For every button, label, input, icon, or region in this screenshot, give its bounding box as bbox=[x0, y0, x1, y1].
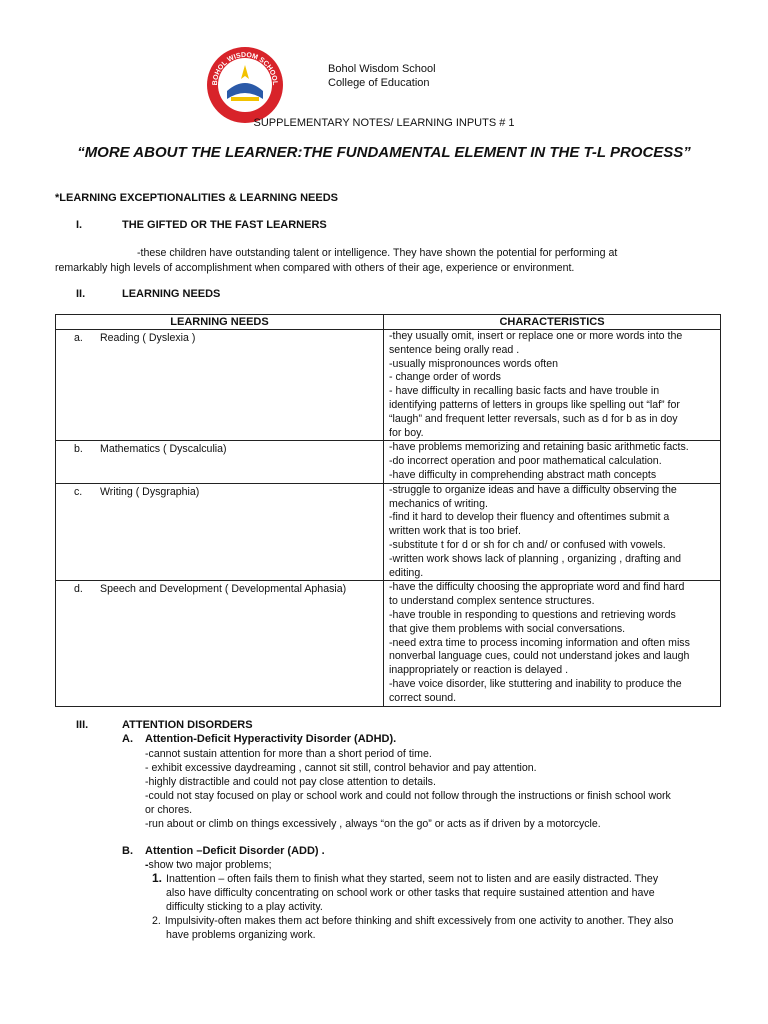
adhd-characteristics bbox=[145, 747, 725, 831]
add-problem-text: difficulty sticking to a play activity. bbox=[166, 901, 323, 913]
characteristic-line: to understand complex sentence structures. bbox=[389, 595, 595, 608]
add-problem-item bbox=[152, 871, 722, 914]
notes-title: SUPPLEMENTARY NOTES/ LEARNING INPUTS # 1 bbox=[253, 117, 515, 129]
characteristic-line: editing. bbox=[389, 566, 424, 579]
need-label: Mathematics ( Dyscalculia) bbox=[100, 443, 227, 456]
sec1-number: I. bbox=[76, 219, 83, 231]
characteristic-line: inappropriately or reaction is delayed . bbox=[389, 664, 569, 677]
need-label: Speech and Development ( Developmental Aphasia) bbox=[100, 583, 347, 596]
add-intro bbox=[145, 858, 272, 872]
characteristic-line: -have trouble in responding to questions and retrieving words bbox=[389, 608, 676, 621]
characteristic-line: mechanics of writing. bbox=[389, 497, 488, 510]
learning-need-cell bbox=[56, 581, 384, 706]
table-row bbox=[56, 441, 721, 483]
learning-need bbox=[56, 330, 383, 345]
learning-need bbox=[56, 581, 383, 596]
add-problem-text: have problems organizing work. bbox=[166, 929, 316, 941]
adhd-line: -run about or climb on things excessively , always “on the go” or acts as if driven by a motorcycle. bbox=[145, 818, 601, 830]
characteristic-line: -have voice disorder, like stuttering and inability to produce the bbox=[389, 677, 682, 690]
table-row bbox=[56, 581, 721, 706]
college-name: College of Education bbox=[328, 77, 430, 89]
need-letter: a. bbox=[74, 332, 83, 344]
add-problem-number: 1. bbox=[152, 871, 163, 885]
header-learning-needs: LEARNING NEEDS bbox=[56, 315, 384, 330]
adhd-line: -could not stay focused on play or school work and could not follow through the instructions or finish school work bbox=[145, 790, 671, 802]
characteristic-line: -find it hard to develop their fluency and oftentimes submit a bbox=[389, 511, 670, 524]
adhd-line: -cannot sustain attention for more than a short period of time. bbox=[145, 748, 432, 760]
learning-need-cell bbox=[56, 483, 384, 581]
characteristic-line: identifying patterns of letters in groups like spelling out “laf” for bbox=[389, 398, 680, 411]
characteristic-line: nonverbal language cues, could not understand jokes and laugh bbox=[389, 650, 690, 663]
characteristic-line: correct sound. bbox=[389, 691, 457, 704]
sec2-number: II. bbox=[76, 288, 86, 300]
sec1-title: THE GIFTED OR THE FAST LEARNERS bbox=[122, 219, 327, 231]
add-problem-text: Impulsivity-often makes them act before thinking and shift excessively from one activity to another. They also bbox=[164, 915, 674, 927]
add-problem-line bbox=[152, 886, 722, 900]
section-heading: *LEARNING EXCEPTIONALITIES & LEARNING NEEDS bbox=[55, 192, 338, 204]
characteristic-line: -have problems memorizing and retaining basic arithmetic facts. bbox=[389, 441, 689, 454]
sec1-line-1: -these children have outstanding talent or intelligence. They have shown the potential for performing at bbox=[137, 247, 618, 259]
sec3-number: III. bbox=[76, 719, 89, 731]
table-row bbox=[56, 330, 721, 441]
adhd-line: or chores. bbox=[145, 804, 193, 816]
characteristic-line: -substitute t for d or sh for ch and/ or confused with vowels. bbox=[389, 538, 666, 551]
need-letter: b. bbox=[74, 443, 83, 456]
sec3-a-letter: A. bbox=[122, 733, 133, 745]
sec2-title: LEARNING NEEDS bbox=[122, 288, 221, 300]
school-header bbox=[328, 62, 436, 90]
sec3-title: ATTENTION DISORDERS bbox=[122, 719, 253, 731]
characteristic-line: - have difficulty in recalling basic facts and have trouble in bbox=[389, 385, 660, 398]
characteristic-line: -struggle to organize ideas and have a difficulty observing the bbox=[389, 483, 677, 496]
main-title: “MORE ABOUT THE LEARNER:THE FUNDAMENTAL ELEMENT IN THE T-L PROCESS” bbox=[77, 144, 691, 161]
need-label: Reading ( Dyslexia ) bbox=[100, 332, 196, 344]
add-intro-dash: - bbox=[145, 859, 149, 871]
characteristics-cell bbox=[384, 330, 721, 441]
add-problem-item bbox=[152, 914, 722, 942]
learning-need bbox=[56, 484, 383, 499]
characteristic-line: -do incorrect operation and poor mathematical calculation. bbox=[389, 455, 662, 468]
characteristics-cell bbox=[384, 441, 721, 483]
adhd-line: -highly distractible and could not pay close attention to details. bbox=[145, 776, 436, 788]
adhd-line: - exhibit excessive daydreaming , cannot sit still, control behavior and pay attention. bbox=[145, 762, 537, 774]
add-problem-line bbox=[152, 928, 722, 942]
learning-needs-table bbox=[55, 314, 721, 707]
characteristics-cell bbox=[384, 581, 721, 706]
characteristic-line: -written work shows lack of planning , organizing , drafting and bbox=[389, 552, 682, 565]
add-problem-text: also have difficulty concentrating on school work or other tasks that require sustained attention and have bbox=[166, 887, 655, 899]
characteristic-line: for boy. bbox=[389, 426, 424, 439]
add-problem-list bbox=[152, 871, 722, 942]
sec3-a-title: Attention-Deficit Hyperactivity Disorder (ADHD). bbox=[145, 733, 397, 745]
sec1-line-2: remarkably high levels of accomplishment when compared with others of their age, experience or environment. bbox=[55, 262, 575, 274]
add-problem-line bbox=[152, 900, 722, 914]
add-problem-line bbox=[152, 914, 722, 928]
characteristic-line: -they usually omit, insert or replace one or more words into the bbox=[389, 330, 683, 342]
logo-text: BOHOL WISDOM SCHOOL bbox=[211, 51, 279, 86]
characteristic-line: -have difficulty in comprehending abstract math concepts bbox=[389, 468, 657, 481]
learning-need bbox=[56, 441, 383, 456]
need-letter: c. bbox=[74, 485, 83, 498]
characteristic-line: -need extra time to process incoming information and often miss bbox=[389, 636, 690, 649]
learning-need-cell bbox=[56, 330, 384, 441]
table-row bbox=[56, 483, 721, 581]
characteristics-cell bbox=[384, 483, 721, 581]
characteristic-line: written work that is too brief. bbox=[389, 525, 521, 538]
sec3-b-title: Attention –Deficit Disorder (ADD) . bbox=[145, 845, 325, 857]
characteristic-line: sentence being orally read . bbox=[389, 343, 520, 356]
need-letter: d. bbox=[74, 583, 83, 596]
school-name: Bohol Wisdom School bbox=[328, 63, 436, 75]
characteristic-line: -have the difficulty choosing the appropriate word and find hard bbox=[389, 581, 685, 594]
sec1-paragraph bbox=[55, 246, 720, 276]
learning-need-cell bbox=[56, 441, 384, 483]
header-characteristics: CHARACTERISTICS bbox=[384, 315, 721, 330]
need-label: Writing ( Dysgraphia) bbox=[100, 485, 200, 498]
school-logo bbox=[205, 45, 285, 125]
add-intro-text: show two major problems; bbox=[148, 859, 272, 871]
add-problem-line bbox=[152, 871, 722, 886]
table-header-row bbox=[56, 315, 721, 330]
add-problem-text: Inattention – often fails them to finish what they started, seem not to listen and are easily distracted. They bbox=[166, 873, 659, 885]
logo-banner bbox=[231, 97, 259, 101]
characteristic-line: -usually mispronounces words often bbox=[389, 357, 558, 370]
add-problem-number: 2. bbox=[152, 915, 161, 927]
characteristic-line: - change order of words bbox=[389, 371, 501, 384]
characteristic-line: “laugh” and frequent letter reversals, such as d for b as in doy bbox=[389, 412, 678, 425]
characteristic-line: that give them problems with social conversations. bbox=[389, 622, 626, 635]
sec3-b-letter: B. bbox=[122, 845, 133, 857]
